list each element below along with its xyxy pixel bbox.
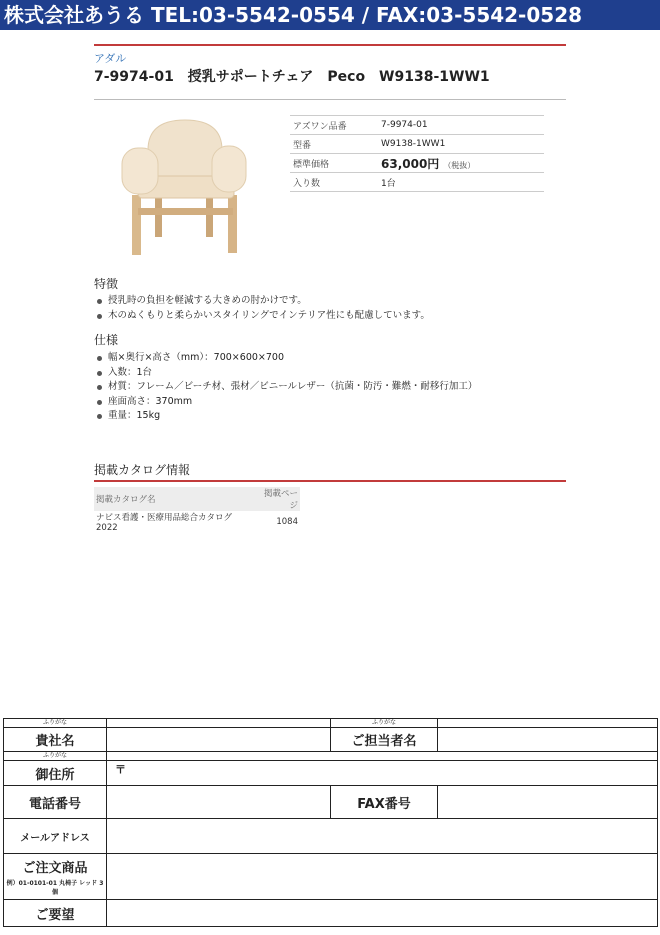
list-item: 重量：15kg (96, 409, 477, 424)
page-title: 7-9974-01 授乳サポートチェア Peco W9138-1WW1 (94, 69, 490, 85)
list-item: 入数：1台 (96, 366, 477, 381)
spec-row (290, 135, 544, 154)
chair-leg (228, 195, 237, 253)
address-furigana-field[interactable] (107, 752, 658, 761)
request-label: ご要望 (4, 900, 107, 927)
spec-value (378, 154, 544, 173)
spec-row (290, 154, 544, 173)
order-label (4, 854, 107, 900)
table-row (94, 511, 300, 533)
chair-arm-left (122, 148, 158, 194)
features-heading: 特徴 (94, 277, 119, 291)
email-label: メールアドレス (4, 819, 107, 854)
postal-mark: 〒 (115, 763, 126, 776)
list-item: 材質：フレーム／ビーチ材、張材／ビニールレザー（抗菌・防汚・難燃・耐移行加工） (96, 380, 477, 395)
request-field[interactable] (107, 900, 658, 927)
fax-field[interactable] (438, 786, 658, 819)
product-image (110, 110, 260, 260)
catalog-col-page: 掲載ページ (254, 487, 300, 511)
divider-top (94, 44, 566, 46)
company-furigana-field[interactable] (107, 719, 331, 728)
brand-name[interactable]: アダル (94, 52, 127, 65)
spec-row (290, 116, 544, 135)
spec-value: 1台 (378, 173, 544, 192)
price-value: 63,000円 (381, 156, 440, 171)
catalog-col-name: 掲載カタログ名 (94, 487, 254, 511)
header-contact: 株式会社あうる TEL:03-5542-0554 / FAX:03-5542-0528 (4, 3, 583, 27)
spec-key: アズワン品番 (290, 116, 378, 135)
spec-row (290, 173, 544, 192)
catalog-table (94, 487, 300, 533)
chair-leg (155, 195, 162, 237)
spec-list (96, 351, 477, 424)
spec-value: 7-9974-01 (378, 116, 544, 135)
spec-key: 型番 (290, 135, 378, 154)
spec-value: W9138-1WW1 (378, 135, 544, 154)
spec-key: 入り数 (290, 173, 378, 192)
catalog-name: ナビス看護・医療用品総合カタログ2022 (96, 513, 233, 533)
address-label: 御住所 (4, 761, 107, 786)
spec-table (290, 115, 544, 192)
header-bar (0, 0, 660, 30)
furigana-label: ふりがな (331, 719, 438, 728)
company-label: 貴社名 (4, 728, 107, 752)
chair-rail (138, 208, 233, 215)
company-field[interactable] (107, 728, 331, 752)
person-furigana-field[interactable] (438, 719, 658, 728)
person-label: ご担当者名 (331, 728, 438, 752)
chair-leg (132, 195, 141, 255)
fax-label: FAX番号 (331, 786, 438, 819)
catalog-page: 1084 (276, 517, 298, 527)
email-field[interactable] (107, 819, 658, 854)
chair-back (148, 120, 222, 180)
list-item: 授乳時の負担を軽減する大きめの肘かけです。 (96, 294, 430, 309)
list-item: 幅×奥行×高さ（mm）：700×600×700 (96, 351, 477, 366)
tel-label: 電話番号 (4, 786, 107, 819)
catalog-heading: 掲載カタログ情報 (94, 463, 191, 477)
address-field[interactable] (107, 761, 658, 786)
list-item: 座面高さ：370mm (96, 395, 477, 410)
spec-heading: 仕様 (94, 333, 119, 347)
order-form (3, 718, 658, 927)
person-field[interactable] (438, 728, 658, 752)
order-field[interactable] (107, 854, 658, 900)
price-tax-note: （税抜） (443, 160, 476, 170)
furigana-label: ふりがな (4, 719, 107, 728)
features-list (96, 294, 430, 323)
order-title: ご注文商品 (22, 861, 88, 876)
order-example: 例）01-0101-01 丸椅子 レッド 3個 (6, 880, 104, 896)
chair-arm-right (212, 146, 246, 192)
list-item: 木のぬくもりと柔らかいスタイリングでインテリア性にも配慮しています。 (96, 309, 430, 324)
spec-key: 標準価格 (290, 154, 378, 173)
tel-field[interactable] (107, 786, 331, 819)
divider-catalog (94, 480, 566, 482)
divider-title (94, 99, 566, 100)
chair-leg (206, 195, 213, 237)
furigana-label: ふりがな (4, 752, 107, 761)
